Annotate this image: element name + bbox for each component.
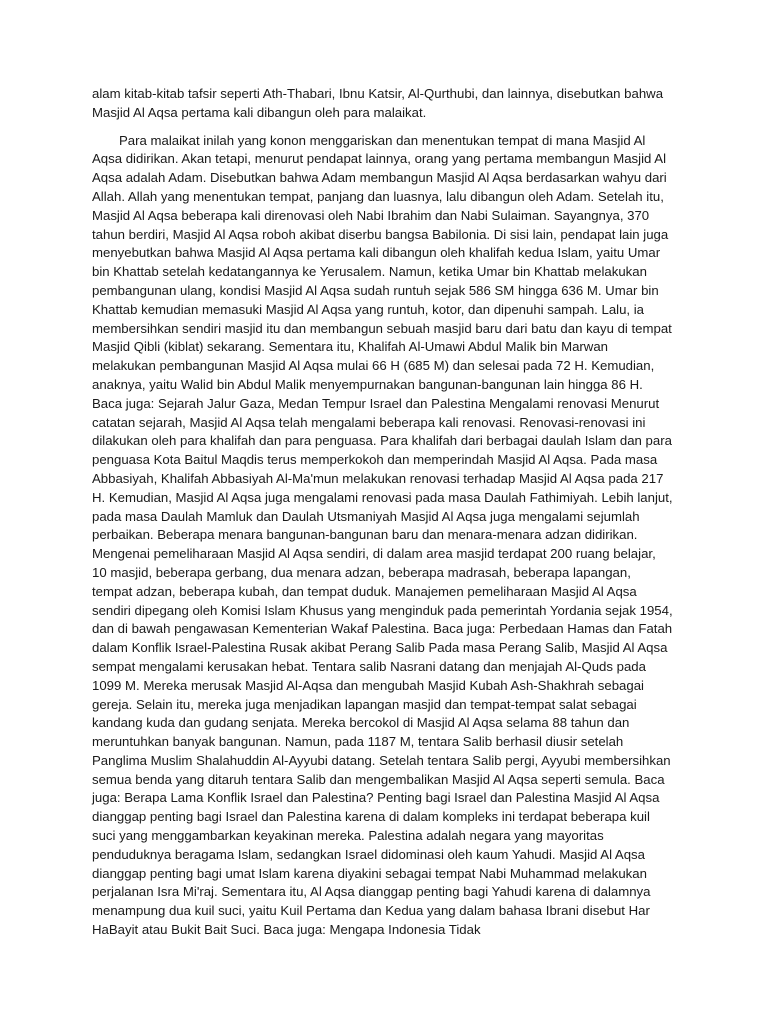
paragraph-1: alam kitab-kitab tafsir seperti Ath-Thabari, Ibnu Katsir, Al-Qurthubi, dan lainnya, disebutkan bahwa Masjid Al Aqsa pertama kali dibangun oleh para malaikat.	[92, 86, 664, 120]
paragraph-2: Para malaikat inilah yang konon menggariskan dan menentukan tempat di mana Masjid Al Aqsa didirikan. Akan tetapi, menurut pendapat lainnya, orang yang pertama membangun Masjid Al Aqsa adalah Adam. Disebutkan bahwa Adam membangun Masjid Al Aqsa berdasarkan wahyu dari Allah. Allah yang menentukan tempat, panjang dan luasnya, lalu dibangun oleh Adam. Setelah itu, Masjid Al Aqsa beberapa kali direnovasi oleh Nabi Ibrahim dan Nabi Sulaiman. Sayangnya, 370 tahun berdiri, Masjid Al Aqsa roboh akibat diserbu bangsa Babilonia. Di sisi lain, pendapat lain juga menyebutkan bahwa Masjid Al Aqsa pertama kali dibangun oleh khalifah kedua Islam, yaitu Umar bin Khattab setelah kedatangannya ke Yerusalem. Namun, ketika Umar bin Khattab melakukan pembangunan ulang, kondisi Masjid Al Aqsa sudah runtuh sejak 586 SM hingga 636 M. Umar bin Khattab kemudian memasuki Masjid Al Aqsa yang runtuh, kotor, dan dipenuhi sampah. Lalu, ia membersihkan sendiri masjid itu dan membangun sebuah masjid baru dari batu dan kayu di tempat Masjid Qibli (kiblat) sekarang. Sementara itu, Khalifah Al-Umawi Abdul Malik bin Marwan melakukan pembangunan Masjid Al Aqsa mulai 66 H (685 M) dan selesai pada 72 H. Kemudian, anaknya, yaitu Walid bin Abdul Malik menyempurnakan bangunan-bangunan lain hingga 86 H. Baca juga: Sejarah Jalur Gaza, Medan Tempur Israel dan Palestina Mengalami renovasi Menurut catatan sejarah, Masjid Al Aqsa telah mengalami beberapa kali renovasi. Renovasi-renovasi ini dilakukan oleh para khalifah dan para penguasa. Para khalifah dari berbagai daulah Islam dan para penguasa Kota Baitul Maqdis terus memperkokoh dan memperindah Masjid Al Aqsa. Pada masa Abbasiyah, Khalifah Abbasiyah Al-Ma'mun melakukan renovasi terhadap Masjid Al Aqsa pada 217 H. Kemudian, Masjid Al Aqsa juga mengalami renovasi pada masa Daulah Fathimiyah. Lebih lanjut, pada masa Daulah Mamluk dan Daulah Utsmaniyah Masjid Al Aqsa juga mengalami sejumlah perbaikan. Beberapa menara bangunan-bangunan baru dan menara-menara adzan didirikan. Mengenai pemeliharaan Masjid Al Aqsa sendiri, di dalam area masjid terdapat 200 ruang belajar, 10 masjid, beberapa gerbang, dua menara adzan, beberapa madrasah, beberapa lapangan, tempat adzan, beberapa kubah, dan tempat duduk. Manajemen pemeliharaan Masjid Al Aqsa sendiri dipegang oleh Komisi Islam Khusus yang menginduk pada pemerintah Yordania sejak 1954, dan di bawah pengawasan Kementerian Wakaf Palestina. Baca juga: Perbedaan Hamas dan Fatah dalam Konflik Israel-Palestina Rusak akibat Perang Salib Pada masa Perang Salib, Masjid Al Aqsa sempat mengalami kerusakan hebat. Tentara salib Nasrani datang dan menjajah Al-Quds pada 1099 M. Mereka merusak Masjid Al-Aqsa dan mengubah Masjid Kubah Ash-Shakhrah sebagai gereja. Selain itu, mereka juga menjadikan lapangan masjid dan tempat-tempat salat sebagai kandang kuda dan gudang senjata. Mereka bercokol di Masjid Al Aqsa selama 88 tahun dan meruntuhkan banyak bangunan. Namun, pada 1187 M, tentara Salib berhasil diusir setelah Panglima Muslim Shalahuddin Al-Ayyubi datang. Setelah tentara Salib pergi, Ayyubi membersihkan semua benda yang ditaruh tentara Salib dan mengembalikan Masjid Al Aqsa seperti semula. Baca juga: Berapa Lama Konflik Israel dan Palestina? Penting bagi Israel dan Palestina Masjid Al Aqsa dianggap penting bagi Israel dan Palestina karena di dalam kompleks ini terdapat beberapa kuil suci yang menggambarkan keyakinan mereka. Palestina adalah negara yang mayoritas penduduknya beragama Islam, sedangkan Israel didominasi oleh kaum Yahudi. Masjid Al Aqsa dianggap penting bagi umat Islam karena diyakini sebagai tempat Nabi Muhammad melakukan perjalanan Isra Mi'raj. Sementara itu, Al Aqsa dianggap penting bagi Yahudi karena di dalamnya menampung dua kuil suci, yaitu Kuil Pertama dan Kedua yang dalam bahasa Ibrani disebut Har HaBayit atau Bukit Bait Suci. Baca juga: Mengapa Indonesia Tidak	[92, 132, 673, 938]
body-text	[92, 85, 674, 940]
